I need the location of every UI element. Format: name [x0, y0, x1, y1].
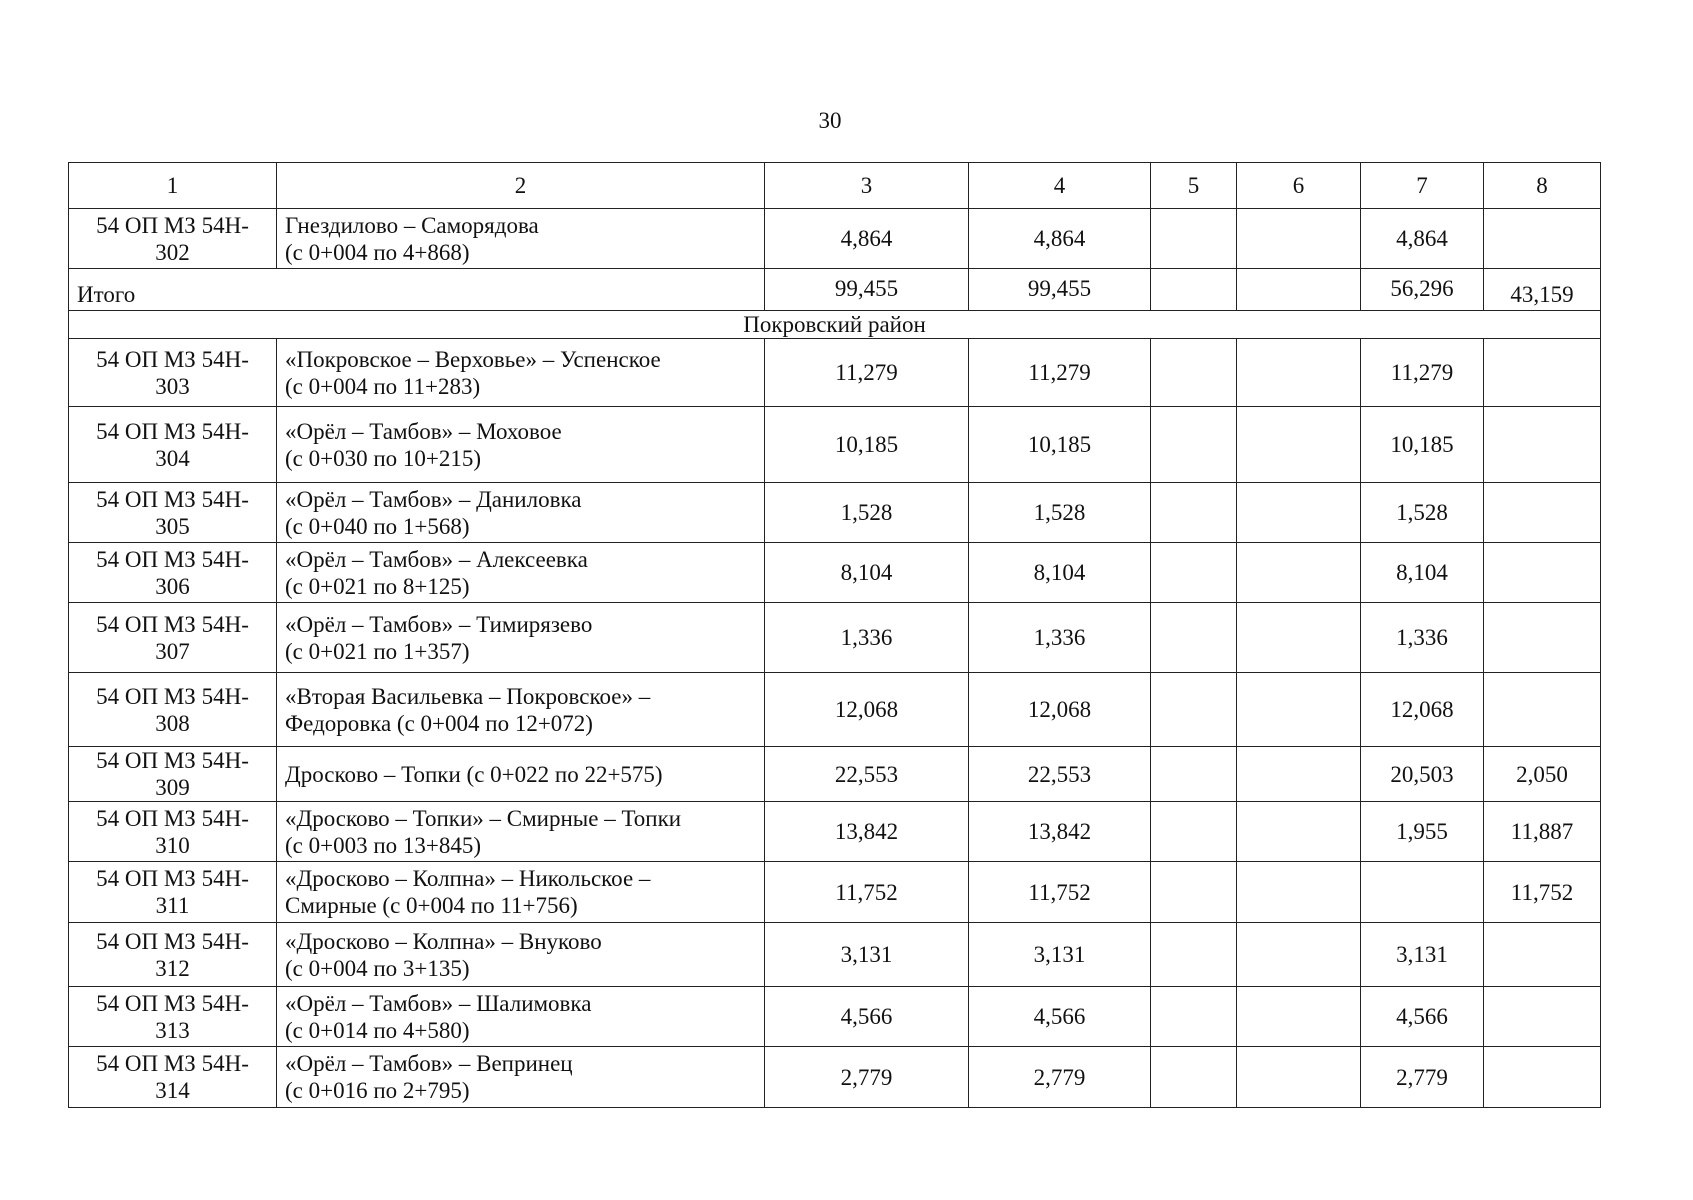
- road-code-line: 314: [155, 1078, 190, 1103]
- road-name-cell: [277, 407, 765, 483]
- value-cell-c8: [1484, 923, 1601, 987]
- header-cell: 5: [1151, 163, 1237, 209]
- road-code-cell: [69, 747, 277, 802]
- value-cell-c5: [1151, 747, 1237, 802]
- road-code-cell: [69, 407, 277, 483]
- value-cell-c6: [1237, 747, 1361, 802]
- roads-table: [68, 162, 1601, 1108]
- page-number: 30: [818, 108, 842, 133]
- road-code-line: 304: [155, 445, 190, 471]
- road-name-line: (с 0+004 по 11+283): [285, 373, 481, 399]
- road-name-cell: [277, 862, 765, 923]
- value-cell-c4: 11,279: [969, 339, 1151, 407]
- road-code-line: 54 ОП МЗ 54Н-: [96, 346, 249, 372]
- total-row: [69, 269, 1601, 311]
- table-row: [69, 747, 1601, 802]
- value-cell-c6: [1237, 987, 1361, 1047]
- header-row: [69, 163, 1601, 209]
- road-code-cell: [69, 923, 277, 987]
- road-code-line: 54 ОП МЗ 54Н-: [96, 805, 249, 831]
- road-code-line: 306: [155, 573, 190, 599]
- road-name-line: (с 0+021 по 8+125): [285, 573, 470, 599]
- value-cell-c4: 1,528: [969, 483, 1151, 543]
- header-cell: 7: [1361, 163, 1484, 209]
- total-value-c8: 43,159: [1484, 269, 1601, 311]
- total-value-c4: 99,455: [969, 269, 1151, 311]
- table-row: [69, 209, 1601, 269]
- value-cell-c8: [1484, 603, 1601, 673]
- road-code-line: 54 ОП МЗ 54Н-: [96, 866, 249, 891]
- road-name-line: «Орёл – Тамбов» – Алексеевка: [285, 546, 588, 572]
- value-cell-c4: 3,131: [969, 923, 1151, 987]
- table-row: [69, 1047, 1601, 1108]
- value-cell-c5: [1151, 407, 1237, 483]
- table-row: [69, 923, 1601, 987]
- total-label: Итого: [69, 269, 765, 311]
- value-cell-c4: 13,842: [969, 802, 1151, 862]
- road-code-line: 54 ОП МЗ 54Н-: [96, 1051, 249, 1076]
- table-row: [69, 339, 1601, 407]
- road-name-cell: [277, 747, 765, 802]
- value-cell-c7: 4,566: [1361, 987, 1484, 1047]
- road-code-line: 311: [155, 893, 190, 918]
- value-cell-c3: 3,131: [765, 923, 969, 987]
- road-code-line: 54 ОП МЗ 54Н-: [96, 212, 249, 238]
- road-code-line: 312: [155, 955, 190, 981]
- road-name-line: «Покровское – Верховье» – Успенское: [285, 346, 661, 372]
- district-heading: Покровский район: [69, 311, 1601, 339]
- road-code-line: 310: [155, 832, 190, 858]
- header-cell: 8: [1484, 163, 1601, 209]
- table-row: [69, 483, 1601, 543]
- value-cell-c3: 11,752: [765, 862, 969, 923]
- value-cell-c7: 20,503: [1361, 747, 1484, 802]
- road-name-line: Гнездилово – Саморядова: [285, 212, 539, 238]
- value-cell-c3: 13,842: [765, 802, 969, 862]
- value-cell-c4: 4,864: [969, 209, 1151, 269]
- value-cell-c7: 8,104: [1361, 543, 1484, 603]
- value-cell-c8: [1484, 407, 1601, 483]
- value-cell-c3: 8,104: [765, 543, 969, 603]
- value-cell-c7: 10,185: [1361, 407, 1484, 483]
- value-cell-c5: [1151, 802, 1237, 862]
- table-row: [69, 673, 1601, 747]
- value-cell-c4: 12,068: [969, 673, 1151, 747]
- header-cell: 4: [969, 163, 1151, 209]
- road-name-line: (с 0+014 по 4+580): [285, 1017, 470, 1043]
- road-name-cell: [277, 603, 765, 673]
- value-cell-c6: [1237, 209, 1361, 269]
- road-name-line: (с 0+003 по 13+845): [285, 832, 482, 858]
- value-cell-c3: 1,528: [765, 483, 969, 543]
- value-cell-c8: [1484, 209, 1601, 269]
- value-cell-c6: [1237, 673, 1361, 747]
- value-cell-c8: 11,887: [1484, 802, 1601, 862]
- value-cell-c8: [1484, 543, 1601, 603]
- value-cell-c6: [1237, 543, 1361, 603]
- road-name-line: Федоровка (с 0+004 по 12+072): [285, 710, 593, 736]
- value-cell-c6: [1237, 603, 1361, 673]
- value-cell-c6: [1237, 862, 1361, 923]
- value-cell-c5: [1151, 339, 1237, 407]
- road-code-cell: [69, 1047, 277, 1108]
- value-cell-c5: [1151, 862, 1237, 923]
- road-code-cell: [69, 483, 277, 543]
- road-code-line: 313: [155, 1017, 190, 1043]
- value-cell-c3: 4,566: [765, 987, 969, 1047]
- road-code-cell: [69, 209, 277, 269]
- table-row: [69, 407, 1601, 483]
- road-code-line: 54 ОП МЗ 54Н-: [96, 546, 249, 572]
- value-cell-c4: 22,553: [969, 747, 1151, 802]
- road-name-cell: [277, 923, 765, 987]
- value-cell-c5: [1151, 987, 1237, 1047]
- road-code-line: 54 ОП МЗ 54Н-: [96, 683, 249, 709]
- road-name-line: Дросково – Топки (с 0+022 по 22+575): [285, 761, 663, 787]
- value-cell-c3: 12,068: [765, 673, 969, 747]
- road-code-line: 54 ОП МЗ 54Н-: [96, 990, 249, 1016]
- road-name-cell: [277, 987, 765, 1047]
- value-cell-c6: [1237, 1047, 1361, 1108]
- road-name-cell: [277, 1047, 765, 1108]
- road-code-cell: [69, 802, 277, 862]
- value-cell-c5: [1151, 483, 1237, 543]
- road-name-line: (с 0+030 по 10+215): [285, 445, 482, 471]
- road-name-cell: [277, 339, 765, 407]
- road-code-line: 309: [155, 775, 190, 800]
- road-name-line: «Орёл – Тамбов» – Шалимовка: [285, 990, 592, 1016]
- value-cell-c8: [1484, 987, 1601, 1047]
- road-name-cell: [277, 543, 765, 603]
- value-cell-c3: 2,779: [765, 1047, 969, 1108]
- road-name-line: (с 0+004 по 3+135): [285, 955, 470, 981]
- value-cell-c6: [1237, 923, 1361, 987]
- value-cell-c5: [1151, 543, 1237, 603]
- road-name-line: Смирные (с 0+004 по 11+756): [285, 893, 578, 918]
- value-cell-c7: [1361, 862, 1484, 923]
- total-value-c5: [1151, 269, 1237, 311]
- road-code-line: 305: [155, 513, 190, 539]
- value-cell-c3: 22,553: [765, 747, 969, 802]
- value-cell-c7: 1,336: [1361, 603, 1484, 673]
- road-code-line: 54 ОП МЗ 54Н-: [96, 748, 249, 773]
- table-row: [69, 987, 1601, 1047]
- table-body: [69, 163, 1601, 1108]
- value-cell-c8: [1484, 339, 1601, 407]
- value-cell-c5: [1151, 209, 1237, 269]
- table-row: [69, 543, 1601, 603]
- value-cell-c8: [1484, 483, 1601, 543]
- value-cell-c3: 11,279: [765, 339, 969, 407]
- value-cell-c8: 2,050: [1484, 747, 1601, 802]
- road-code-cell: [69, 543, 277, 603]
- value-cell-c3: 1,336: [765, 603, 969, 673]
- road-code-line: 54 ОП МЗ 54Н-: [96, 486, 249, 512]
- value-cell-c3: 10,185: [765, 407, 969, 483]
- header-cell: 3: [765, 163, 969, 209]
- value-cell-c7: 2,779: [1361, 1047, 1484, 1108]
- road-name-line: «Орёл – Тамбов» – Моховое: [285, 418, 562, 444]
- road-code-line: 303: [155, 373, 190, 399]
- value-cell-c7: 1,955: [1361, 802, 1484, 862]
- district-row: [69, 311, 1601, 339]
- value-cell-c4: 10,185: [969, 407, 1151, 483]
- road-name-line: (с 0+040 по 1+568): [285, 513, 470, 539]
- road-name-cell: [277, 209, 765, 269]
- road-name-cell: [277, 802, 765, 862]
- value-cell-c8: [1484, 673, 1601, 747]
- road-name-line: (с 0+004 по 4+868): [285, 239, 470, 265]
- road-name-line: (с 0+016 по 2+795): [285, 1078, 470, 1103]
- value-cell-c3: 4,864: [765, 209, 969, 269]
- total-value-c3: 99,455: [765, 269, 969, 311]
- value-cell-c5: [1151, 603, 1237, 673]
- road-code-line: 307: [155, 638, 190, 664]
- road-name-line: «Орёл – Тамбов» – Даниловка: [285, 486, 582, 512]
- value-cell-c6: [1237, 407, 1361, 483]
- value-cell-c4: 1,336: [969, 603, 1151, 673]
- value-cell-c5: [1151, 673, 1237, 747]
- value-cell-c4: 4,566: [969, 987, 1151, 1047]
- road-name-cell: [277, 673, 765, 747]
- value-cell-c4: 11,752: [969, 862, 1151, 923]
- value-cell-c5: [1151, 923, 1237, 987]
- value-cell-c7: 11,279: [1361, 339, 1484, 407]
- value-cell-c7: 1,528: [1361, 483, 1484, 543]
- road-code-line: 308: [155, 710, 190, 736]
- value-cell-c6: [1237, 802, 1361, 862]
- road-name-line: (с 0+021 по 1+357): [285, 638, 470, 664]
- table-row: [69, 862, 1601, 923]
- value-cell-c7: 4,864: [1361, 209, 1484, 269]
- total-value-c6: [1237, 269, 1361, 311]
- road-code-line: 54 ОП МЗ 54Н-: [96, 418, 249, 444]
- total-value-c7: 56,296: [1361, 269, 1484, 311]
- header-cell: 1: [69, 163, 277, 209]
- header-cell: 6: [1237, 163, 1361, 209]
- road-code-cell: [69, 862, 277, 923]
- road-code-line: 302: [155, 239, 190, 265]
- road-name-line: «Дросково – Топки» – Смирные – Топки: [285, 805, 682, 831]
- value-cell-c6: [1237, 483, 1361, 543]
- value-cell-c4: 2,779: [969, 1047, 1151, 1108]
- value-cell-c4: 8,104: [969, 543, 1151, 603]
- road-code-line: 54 ОП МЗ 54Н-: [96, 928, 249, 954]
- value-cell-c8: 11,752: [1484, 862, 1601, 923]
- value-cell-c5: [1151, 1047, 1237, 1108]
- road-name-cell: [277, 483, 765, 543]
- value-cell-c8: [1484, 1047, 1601, 1108]
- header-cell: 2: [277, 163, 765, 209]
- road-code-cell: [69, 603, 277, 673]
- table-row: [69, 802, 1601, 862]
- value-cell-c7: 3,131: [1361, 923, 1484, 987]
- value-cell-c7: 12,068: [1361, 673, 1484, 747]
- road-name-line: «Дросково – Колпна» – Никольское –: [285, 866, 651, 891]
- table-row: [69, 603, 1601, 673]
- value-cell-c6: [1237, 339, 1361, 407]
- road-code-cell: [69, 339, 277, 407]
- road-name-line: «Орёл – Тамбов» – Тимирязево: [285, 611, 593, 637]
- road-name-line: «Орёл – Тамбов» – Вепринец: [285, 1051, 573, 1076]
- road-code-cell: [69, 673, 277, 747]
- road-code-line: 54 ОП МЗ 54Н-: [96, 611, 249, 637]
- road-code-cell: [69, 987, 277, 1047]
- road-name-line: «Вторая Васильевка – Покровское» –: [285, 683, 651, 709]
- road-name-line: «Дросково – Колпна» – Внуково: [285, 928, 602, 954]
